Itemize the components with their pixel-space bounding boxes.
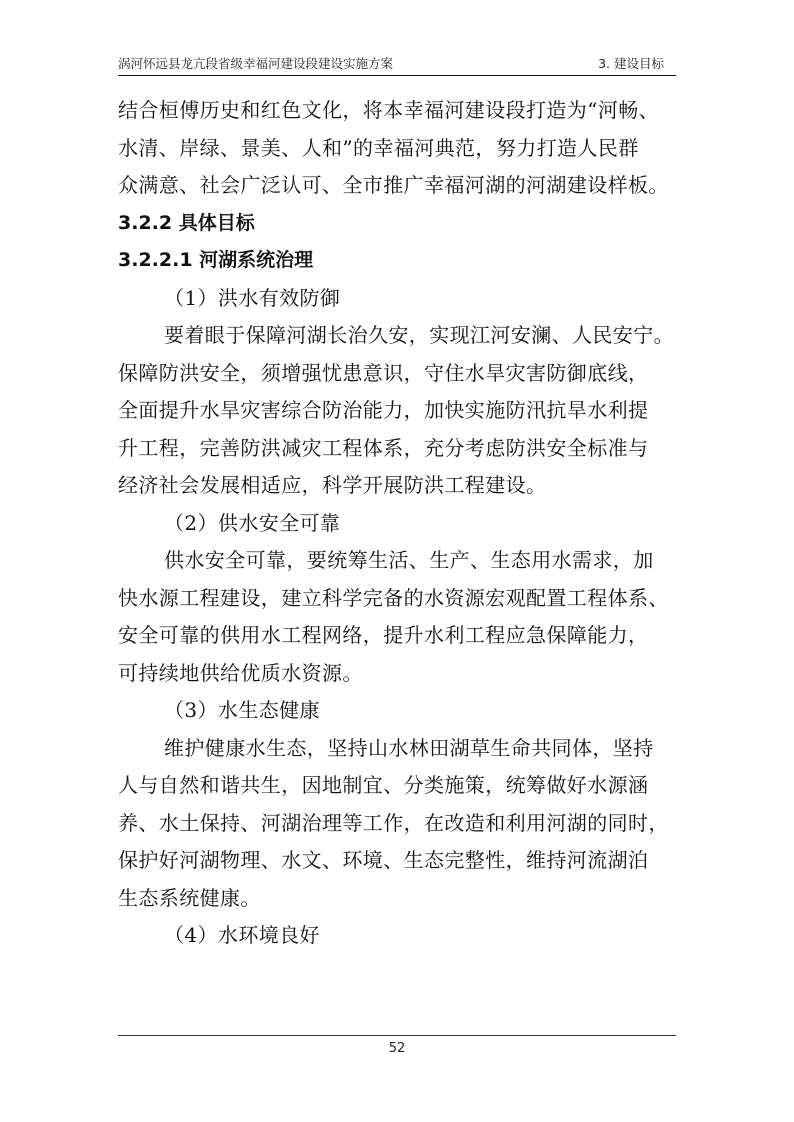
paragraph-line: 维护健康水生态，坚持山水林田湖草生命共同体，坚持 bbox=[164, 735, 654, 760]
subsection-heading: 3.2.2.1 河湖系统治理 bbox=[118, 249, 314, 271]
item-title: （2）供水安全可靠 bbox=[164, 510, 341, 535]
paragraph-line: 全面提升水旱灾害综合防治能力，加快实施防汛抗旱水利提 bbox=[118, 398, 649, 422]
intro-line: 众满意、社会广泛认可、全市推广幸福河湖的河湖建设样板。 bbox=[118, 173, 669, 197]
paragraph-line: 生态系统健康。 bbox=[118, 885, 261, 910]
paragraph-line: 保障防洪安全，须增强忧患意识，守住水旱灾害防御底线， bbox=[118, 360, 649, 385]
intro-line: 水清、岸绿、景美、人和”的幸福河典范，努力打造人民群 bbox=[118, 135, 639, 160]
paragraph-line: 供水安全可靠，要统筹生活、生产、生态用水需求，加 bbox=[164, 548, 654, 572]
header-rule bbox=[118, 75, 676, 76]
paragraph-line: 快水源工程建设，建立科学完备的水资源宏观配置工程体系、 bbox=[118, 585, 669, 610]
item-title: （1）洪水有效防御 bbox=[164, 285, 341, 310]
paragraph-line: 人与自然和谐共生，因地制宜、分类施策，统筹做好水源涵 bbox=[118, 773, 649, 797]
paragraph-line: 经济社会发展相适应，科学开展防洪工程建设。 bbox=[118, 473, 547, 497]
page-number: 52 bbox=[388, 1041, 406, 1056]
chapter-label: 3. 建设目标 bbox=[598, 56, 664, 71]
paragraph-line: 养、水土保持、河湖治理等工作，在改造和利用河湖的同时， bbox=[118, 810, 669, 835]
paragraph-line: 要着眼于保障河湖长治久安，实现江河安澜、人民安宁。 bbox=[164, 323, 674, 347]
paragraph-line: 安全可靠的供用水工程网络，提升水利工程应急保障能力， bbox=[118, 623, 649, 647]
paragraph-line: 可持续地供给优质水资源。 bbox=[118, 660, 363, 685]
footer-rule bbox=[118, 1035, 676, 1036]
item-title: （3）水生态健康 bbox=[164, 698, 320, 722]
intro-line: 结合桓傅历史和红色文化，将本幸福河建设段打造为“河畅、 bbox=[118, 98, 660, 122]
document-title: 涡河怀远县龙亢段省级幸福河建设段建设实施方案 bbox=[118, 56, 394, 71]
paragraph-line: 保护好河湖物理、水文、环境、生态完整性，维持河流湖泊 bbox=[118, 848, 649, 872]
paragraph-line: 升工程，完善防洪减灾工程体系，充分考虑防洪安全标准与 bbox=[118, 435, 649, 460]
item-title: （4）水环境良好 bbox=[164, 923, 320, 947]
section-heading: 3.2.2 具体目标 bbox=[118, 211, 255, 234]
page-body bbox=[118, 92, 678, 955]
page-header bbox=[118, 52, 676, 74]
